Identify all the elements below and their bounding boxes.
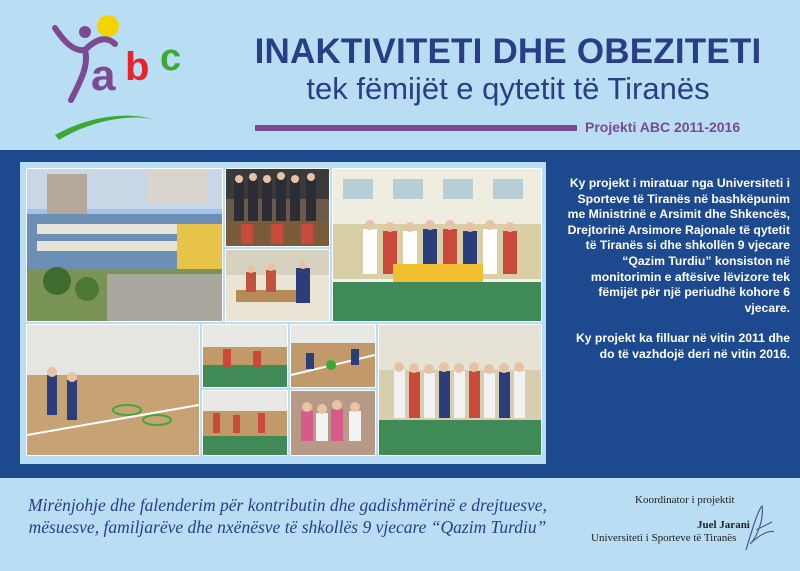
coordinator-label: Koordinator i projektit — [635, 494, 735, 506]
school-building-photo — [26, 168, 223, 322]
description-paragraph-2: Ky projekt ka filluar në vitin 2011 dhe do të vazhdojë deri në vitin 2016. — [575, 331, 790, 361]
project-label: Projekti ABC 2011-2016 — [585, 119, 741, 135]
signature-icon — [738, 500, 778, 560]
logo-letter-a: a — [91, 51, 116, 100]
coordinator-organization: Universiteti i Sporteve të Tiranës — [591, 532, 737, 544]
gym-activity-photo-1 — [202, 324, 288, 388]
project-description — [558, 176, 790, 378]
group-photo-gym — [332, 168, 542, 322]
poster-title — [228, 34, 788, 105]
gym-activity-photo-2 — [290, 324, 376, 388]
coordinator-name: Juel Jarani — [697, 519, 750, 531]
logo-letter-c: c — [160, 37, 182, 79]
gym-activity-photo-4 — [290, 390, 376, 456]
logo-letter-b: b — [125, 45, 150, 89]
title-line-1: INAKTIVITETI DHE OBEZITETI — [254, 32, 762, 71]
gym-activity-photo-3 — [202, 390, 288, 456]
gym-hurdles-photo — [26, 324, 200, 456]
group-photo-gym-2 — [378, 324, 542, 456]
acknowledgement-line-2: mësuesve, familjarëve dhe nxënësve të shkollës 9 vjecare “Qazim Turdiu” — [28, 517, 547, 537]
photo-collage — [20, 162, 546, 464]
title-line-2: tek fëmijët e qytetit të Tiranës — [306, 70, 710, 106]
sun-icon — [97, 15, 119, 37]
group-photo-small-1 — [225, 168, 330, 247]
acknowledgement — [15, 494, 560, 538]
swoosh-icon — [55, 116, 155, 140]
project-divider — [255, 125, 577, 131]
classroom-photo — [225, 249, 330, 322]
description-paragraph-1: Ky projekt i miratuar nga Universiteti i Sporteve të Tiranës në bashkëpunim me Ministrinë e Arsimit dhe Shkencës, Drejtorinë Arsimore Rajonale të qytetit të Tiranës si dhe shkollën 9 vjecare “Qazim Turdiu” konsiston në monitorimin e aftësive lëvizore tek fëmijët për një periudhë kohore 6 vjecare. — [567, 176, 790, 315]
acknowledgement-line-1: Mirënjohje dhe falenderim për kontributin dhe gadishmërinë e drejtuesve, — [28, 495, 547, 515]
abc-logo — [45, 10, 205, 145]
